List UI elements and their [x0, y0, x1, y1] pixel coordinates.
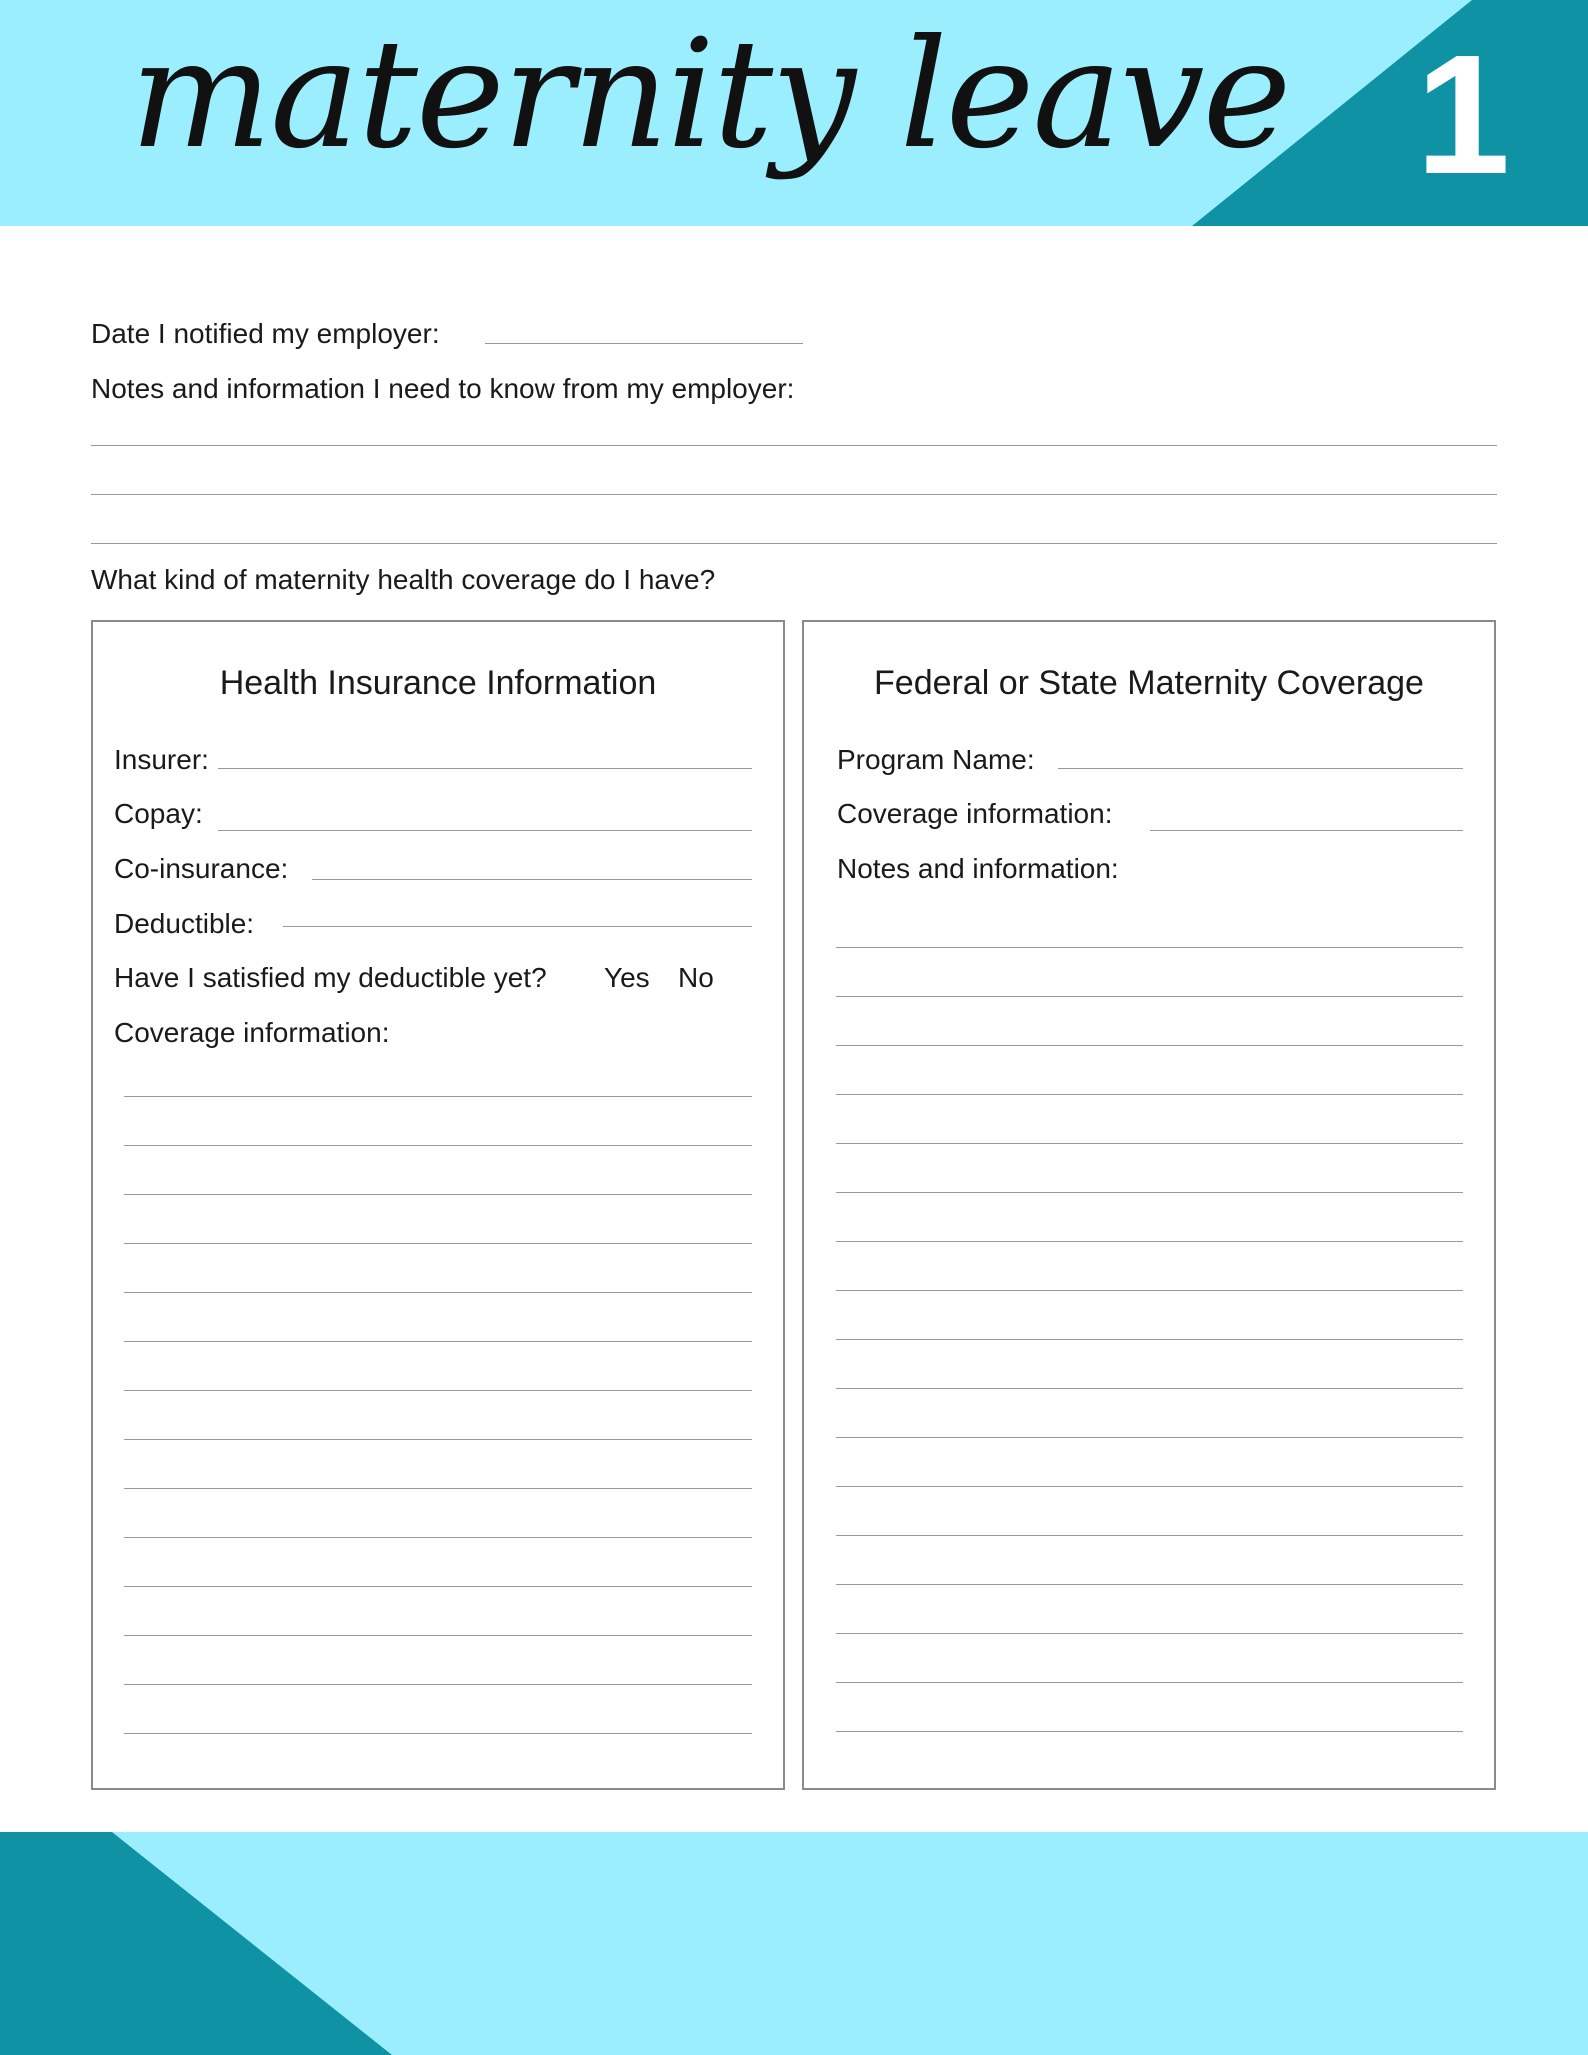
health-coverage-label: Coverage information: — [114, 1017, 390, 1048]
insurer-field[interactable] — [218, 768, 752, 769]
copay-field[interactable] — [218, 830, 752, 831]
copay-label: Copay: — [114, 798, 203, 829]
federal-notes-line[interactable] — [836, 1682, 1463, 1683]
footer-background — [0, 1832, 1588, 2055]
federal-notes-line[interactable] — [836, 1094, 1463, 1095]
federal-notes-line[interactable] — [836, 1241, 1463, 1242]
federal-coverage-box — [802, 620, 1496, 1790]
federal-coverage-label: Coverage information: — [837, 798, 1113, 829]
no-option[interactable]: No — [678, 962, 714, 993]
health-coverage-line[interactable] — [124, 1390, 752, 1391]
federal-notes-line[interactable] — [836, 1633, 1463, 1634]
federal-notes-line[interactable] — [836, 1143, 1463, 1144]
program-name-field[interactable] — [1058, 768, 1463, 769]
federal-notes-line[interactable] — [836, 1486, 1463, 1487]
employer-notes-line[interactable] — [91, 543, 1497, 544]
health-coverage-line[interactable] — [124, 1096, 752, 1097]
health-coverage-line[interactable] — [124, 1684, 752, 1685]
health-insurance-box — [91, 620, 785, 1790]
federal-notes-line[interactable] — [836, 1388, 1463, 1389]
insurer-label: Insurer: — [114, 744, 209, 775]
deductible-field[interactable] — [283, 926, 752, 927]
coverage-question: What kind of maternity health coverage do I have? — [91, 564, 716, 595]
employer-notes-line[interactable] — [91, 445, 1497, 446]
health-coverage-line[interactable] — [124, 1635, 752, 1636]
federal-notes-line[interactable] — [836, 1584, 1463, 1585]
health-coverage-line[interactable] — [124, 1733, 752, 1734]
health-coverage-line[interactable] — [124, 1537, 752, 1538]
federal-notes-line[interactable] — [836, 1731, 1463, 1732]
federal-coverage-title: Federal or State Maternity Coverage — [874, 664, 1424, 702]
deductible-satisfied-label: Have I satisfied my deductible yet? — [114, 962, 547, 993]
health-coverage-line[interactable] — [124, 1292, 752, 1293]
health-coverage-line[interactable] — [124, 1145, 752, 1146]
health-coverage-line[interactable] — [124, 1194, 752, 1195]
federal-notes-line[interactable] — [836, 1290, 1463, 1291]
date-notified-label: Date I notified my employer: — [91, 318, 440, 349]
federal-notes-line[interactable] — [836, 1192, 1463, 1193]
federal-notes-line[interactable] — [836, 996, 1463, 997]
header-band — [0, 0, 1588, 226]
federal-notes-line[interactable] — [836, 947, 1463, 948]
federal-coverage-field[interactable] — [1150, 830, 1463, 831]
coinsurance-label: Co-insurance: — [114, 853, 289, 884]
health-coverage-line[interactable] — [124, 1439, 752, 1440]
employer-notes-label: Notes and information I need to know from my employer: — [91, 373, 795, 404]
health-coverage-line[interactable] — [124, 1243, 752, 1244]
health-coverage-line[interactable] — [124, 1586, 752, 1587]
federal-notes-label: Notes and information: — [837, 853, 1119, 884]
coinsurance-field[interactable] — [312, 879, 752, 880]
federal-notes-line[interactable] — [836, 1437, 1463, 1438]
health-coverage-line[interactable] — [124, 1488, 752, 1489]
date-notified-field[interactable] — [485, 343, 803, 344]
page-title: maternity leave — [130, 8, 1290, 182]
program-name-label: Program Name: — [837, 744, 1035, 775]
health-coverage-line[interactable] — [124, 1341, 752, 1342]
federal-notes-line[interactable] — [836, 1045, 1463, 1046]
deductible-label: Deductible: — [114, 908, 255, 939]
footer-band — [0, 1832, 1588, 2055]
federal-notes-line[interactable] — [836, 1339, 1463, 1340]
employer-notes-line[interactable] — [91, 494, 1497, 495]
health-insurance-title: Health Insurance Information — [219, 664, 657, 702]
yes-option[interactable]: Yes — [604, 962, 650, 993]
page-number: 1 — [1415, 20, 1511, 210]
federal-notes-line[interactable] — [836, 1535, 1463, 1536]
